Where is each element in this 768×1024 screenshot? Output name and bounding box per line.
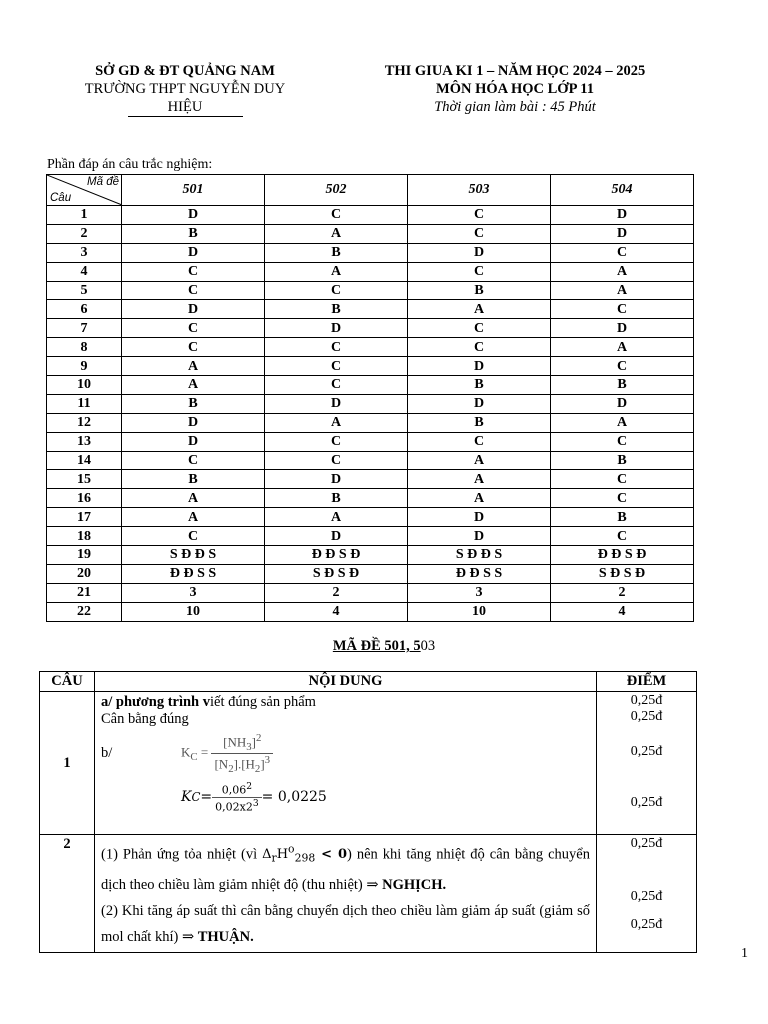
answer-cell: C: [408, 319, 551, 338]
header-points: ĐIỂM: [597, 672, 697, 692]
question-content: [95, 835, 597, 953]
school-header: [60, 62, 310, 117]
question-number-cell: 22: [47, 602, 122, 621]
question-row-1: [40, 692, 697, 835]
answer-cell: 4: [265, 602, 408, 621]
answer-cell: D: [122, 413, 265, 432]
question-number-cell: 12: [47, 413, 122, 432]
answer-cell: D: [122, 432, 265, 451]
question-number-cell: 3: [47, 243, 122, 262]
answer-cell: 4: [551, 602, 694, 621]
answer-cell: C: [122, 451, 265, 470]
answer-row: [47, 338, 694, 357]
answer-cell: D: [408, 357, 551, 376]
answer-cell: A: [265, 413, 408, 432]
answer-cell: C: [265, 376, 408, 395]
answer-cell: A: [265, 508, 408, 527]
answer-cell: C: [122, 281, 265, 300]
question-number-cell: 21: [47, 583, 122, 602]
answer-row: [47, 206, 694, 225]
exam-title: THI GIUA KI 1 – NĂM HỌC 2024 – 2025: [384, 63, 646, 79]
answer-row: [47, 376, 694, 395]
code-header: 503: [408, 175, 551, 206]
answer-row: [47, 413, 694, 432]
answer-cell: S Đ S Đ: [265, 564, 408, 583]
answer-row: [47, 489, 694, 508]
answer-cell: 3: [408, 583, 551, 602]
points-value: 0,25đ: [630, 693, 663, 708]
question-number-cell: 18: [47, 527, 122, 546]
answer-cell: B: [122, 394, 265, 413]
answer-cell: B: [408, 376, 551, 395]
answer-cell: D: [551, 224, 694, 243]
corner-label-question: Câu: [50, 192, 72, 204]
question-number-cell: 8: [47, 338, 122, 357]
answer-cell: D: [551, 319, 694, 338]
question-number-cell: 2: [47, 224, 122, 243]
section-title-rest: 03: [420, 638, 436, 654]
answer-cell: D: [122, 300, 265, 319]
points-value: 0,25đ: [630, 836, 663, 851]
answer-row: [47, 508, 694, 527]
exam-header: [345, 62, 685, 116]
answer-cell: C: [265, 357, 408, 376]
answer-cell: 3: [122, 583, 265, 602]
points-value: 0,25đ: [630, 795, 663, 810]
school-name-cont: HIỆU: [167, 99, 203, 115]
answer-row: [47, 451, 694, 470]
answer-cell: A: [122, 489, 265, 508]
points-value: 0,25đ: [630, 709, 663, 724]
question-number-cell: 1: [47, 206, 122, 225]
q1-line-balance: Cân bằng đúng: [101, 711, 189, 727]
q1-line-b: b/ $K_C$ = $\frac{[NH_3]^2}{[N_2].[H_2]^3}$: [101, 732, 590, 775]
answer-cell: D: [265, 319, 408, 338]
answer-cell: Đ Đ S S: [408, 564, 551, 583]
question-number-cell: 7: [47, 319, 122, 338]
answer-cell: A: [122, 376, 265, 395]
section-title-main: MÃ ĐỀ 501, 5: [332, 638, 421, 654]
answer-cell: A: [265, 262, 408, 281]
answer-cell: C: [551, 357, 694, 376]
answer-cell: A: [551, 262, 694, 281]
code-header: 501: [122, 175, 265, 206]
question-number-cell: 6: [47, 300, 122, 319]
question-points: [597, 835, 697, 953]
answer-cell: A: [122, 508, 265, 527]
answer-cell: C: [408, 432, 551, 451]
question-number-cell: 15: [47, 470, 122, 489]
answer-row: [47, 224, 694, 243]
answer-cell: C: [551, 527, 694, 546]
answer-row: [47, 583, 694, 602]
corner-cell: [47, 175, 122, 206]
answer-cell: B: [408, 413, 551, 432]
answer-cell: A: [551, 281, 694, 300]
answer-row: [47, 564, 694, 583]
question-number-cell: 10: [47, 376, 122, 395]
question-number-cell: 11: [47, 394, 122, 413]
q2-part-2: (2) Khi tăng áp suất thì cân bằng chuyển dịch theo chiều làm giảm áp suất (giảm số mol chất khí) ⇒ THUẬN.: [101, 902, 590, 945]
answer-cell: D: [265, 470, 408, 489]
answer-cell: C: [408, 224, 551, 243]
answer-cell: B: [122, 224, 265, 243]
answer-cell: D: [408, 243, 551, 262]
question-points: [597, 692, 697, 835]
answer-cell: 10: [122, 602, 265, 621]
q1-line-a: a/ phương trình viết đúng sản phẩm: [101, 694, 316, 710]
answer-cell: C: [122, 338, 265, 357]
answer-cell: A: [408, 489, 551, 508]
answer-cell: D: [265, 527, 408, 546]
answer-cell: C: [551, 432, 694, 451]
question-number: 2: [40, 835, 95, 953]
answer-cell: D: [408, 394, 551, 413]
answer-cell: A: [408, 451, 551, 470]
essay-table: [39, 671, 697, 953]
kc-calculation: K C = $\frac{0,06^2}{0,02x2^3}$ = 0,0225: [181, 780, 327, 814]
question-number-cell: 14: [47, 451, 122, 470]
answer-cell: C: [122, 319, 265, 338]
question-number-cell: 5: [47, 281, 122, 300]
question-row-2: [40, 835, 697, 953]
answer-cell: Đ Đ S Đ: [551, 546, 694, 565]
answer-cell: A: [551, 338, 694, 357]
answer-cell: C: [408, 338, 551, 357]
department-name: SỞ GD & ĐT QUẢNG NAM: [95, 63, 275, 79]
points-value: 0,25đ: [630, 744, 663, 759]
answer-cell: D: [122, 206, 265, 225]
answer-cell: C: [265, 281, 408, 300]
answer-cell: C: [265, 338, 408, 357]
answer-cell: B: [551, 508, 694, 527]
question-content: [95, 692, 597, 835]
page-number: 1: [741, 946, 748, 961]
answer-row: [47, 470, 694, 489]
question-number-cell: 13: [47, 432, 122, 451]
question-number-cell: 20: [47, 564, 122, 583]
answer-cell: D: [551, 394, 694, 413]
header-content: NỘI DUNG: [95, 672, 597, 692]
answer-cell: B: [265, 300, 408, 319]
code-header: 504: [551, 175, 694, 206]
answer-cell: C: [408, 206, 551, 225]
answer-row: [47, 602, 694, 621]
exam-duration: Thời gian làm bài : 45 Phút: [434, 99, 596, 115]
answer-cell: B: [265, 243, 408, 262]
question-number-cell: 4: [47, 262, 122, 281]
answer-cell: C: [265, 206, 408, 225]
answer-row: [47, 319, 694, 338]
answer-row: [47, 300, 694, 319]
answer-row: [47, 546, 694, 565]
answer-cell: A: [122, 357, 265, 376]
answer-row: [47, 281, 694, 300]
answer-cell: C: [551, 243, 694, 262]
answer-cell: Đ Đ S Đ: [265, 546, 408, 565]
points-value: 0,25đ: [630, 889, 663, 904]
code-header: 502: [265, 175, 408, 206]
answer-cell: B: [551, 451, 694, 470]
answer-cell: B: [122, 470, 265, 489]
answer-row: [47, 394, 694, 413]
subject-title: MÔN HÓA HỌC LỚP 11: [436, 81, 594, 97]
answer-cell: B: [551, 376, 694, 395]
points-value: 0,25đ: [630, 917, 663, 932]
section-title: [0, 638, 768, 655]
answer-cell: S Đ S Đ: [551, 564, 694, 583]
header-question: CÂU: [40, 672, 95, 692]
answer-row: [47, 527, 694, 546]
answer-cell: D: [265, 394, 408, 413]
corner-label-code: Mã đề: [87, 176, 119, 188]
answer-cell: C: [265, 451, 408, 470]
q2-part-1: (1) Phản ứng tỏa nhiệt (vì $\Delta_rH^o_{298} < 0$) nên khi tăng nhiệt độ cân bằng chuyển dịch theo chiều làm giảm nhiệt độ (thu nhiệt) ⇒ NGHỊCH.: [101, 843, 590, 893]
answer-cell: 10: [408, 602, 551, 621]
answer-cell: D: [408, 527, 551, 546]
answer-cell: A: [408, 470, 551, 489]
answer-table: [46, 174, 694, 622]
answer-cell: A: [408, 300, 551, 319]
answer-cell: D: [122, 243, 265, 262]
answer-row: [47, 432, 694, 451]
question-number-cell: 19: [47, 546, 122, 565]
question-number-cell: 17: [47, 508, 122, 527]
answer-cell: C: [551, 470, 694, 489]
answer-cell: D: [408, 508, 551, 527]
school-name: TRƯỜNG THPT NGUYỄN DUY: [84, 81, 286, 97]
answer-row: [47, 243, 694, 262]
answer-cell: C: [122, 262, 265, 281]
answer-cell: Đ Đ S S: [122, 564, 265, 583]
answer-cell: C: [551, 489, 694, 508]
question-number-cell: 16: [47, 489, 122, 508]
question-number: 1: [40, 692, 95, 835]
answer-cell: C: [408, 262, 551, 281]
header-divider: [128, 116, 243, 117]
answer-cell: C: [551, 300, 694, 319]
answer-cell: 2: [551, 583, 694, 602]
answer-cell: C: [265, 432, 408, 451]
answer-cell: 2: [265, 583, 408, 602]
answer-cell: S Đ Đ S: [122, 546, 265, 565]
answer-row: [47, 262, 694, 281]
answer-intro: Phần đáp án câu trắc nghiệm:: [47, 157, 213, 172]
answer-cell: S Đ Đ S: [408, 546, 551, 565]
kc-formula: $K_C$ = $\frac{[NH_3]^2}{[N_2].[H_2]^3}$: [181, 732, 273, 775]
question-number-cell: 9: [47, 357, 122, 376]
answer-cell: B: [265, 489, 408, 508]
answer-cell: A: [265, 224, 408, 243]
answer-cell: D: [551, 206, 694, 225]
answer-cell: C: [122, 527, 265, 546]
answer-cell: B: [408, 281, 551, 300]
answer-row: [47, 357, 694, 376]
answer-cell: A: [551, 413, 694, 432]
